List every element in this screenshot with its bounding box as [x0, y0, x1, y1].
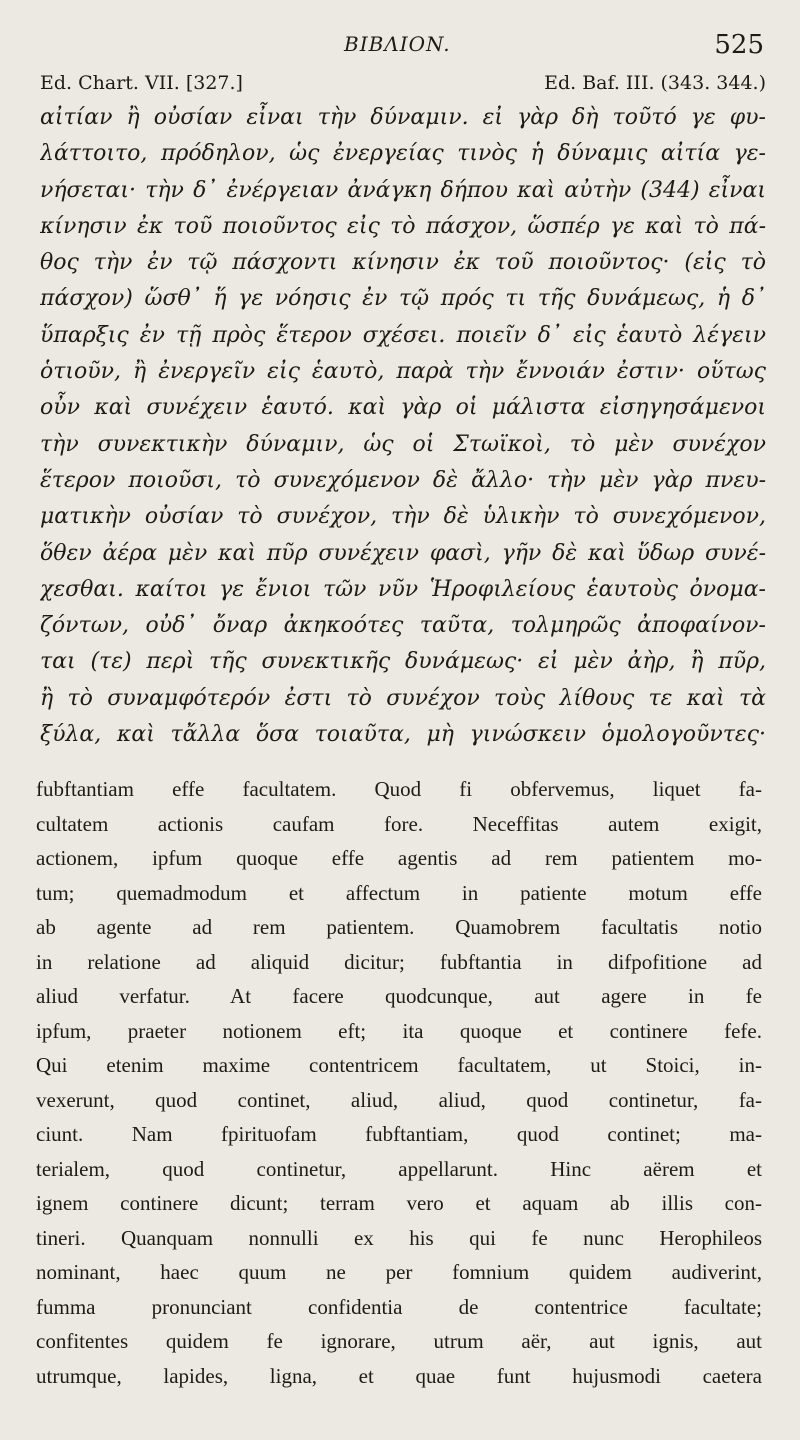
latin-text-line: utrumque, lapides, ligna, et quae funt hujusmodi caetera — [36, 1363, 762, 1388]
greek-text-line: ὕπαρξις ἐν τῇ πρὸς ἕτερον σχέσει. ποιεῖν δ᾽ εἰς ἑαυτὸ λέγειν — [40, 322, 766, 348]
latin-text-line: nominant, haec quum ne per fomnium quidem audiverint, — [36, 1260, 762, 1284]
greek-text-line: αἰτίαν ἢ οὐσίαν εἶναι τὴν δύναμιν. εἰ γὰρ δὴ τοῦτό γε φυ- — [40, 105, 766, 130]
latin-text-line: cultatem actionis caufam fore. Neceffitas autem exigit, — [36, 811, 762, 836]
greek-text-line: θος τὴν ἐν τῷ πάσχοντι κίνησιν ἐκ τοῦ ποιοῦντος· (εἰς τὸ — [40, 250, 766, 276]
latin-text-line: fubftantiam effe facultatem. Quod fi obfervemus, liquet fa- — [36, 777, 762, 801]
greek-text-line: ξύλα, καὶ τἄλλα ὅσα τοιαῦτα, μὴ γινώσκειν ὁμολογοῦντες· — [40, 722, 766, 748]
page-number: 525 — [714, 30, 764, 60]
edition-reference-line — [40, 72, 766, 100]
latin-text-line: terialem, quod continetur, appellarunt. Hinc aërem et — [36, 1156, 762, 1181]
greek-text-line: ἢ τὸ συναμφότερόν ἐστι τὸ συνέχον τοὺς λίθους τε καὶ τὰ — [40, 685, 766, 711]
greek-text-line: κίνησιν ἐκ τοῦ ποιοῦντος εἰς τὸ πάσχον, ὥσπέρ γε καὶ τὸ πά- — [40, 213, 766, 239]
greek-text-line: ὅθεν ἀέρα μὲν καὶ πῦρ συνέχειν φασὶ, γῆν δὲ καὶ ὕδωρ συνέ- — [40, 540, 766, 566]
greek-text-line: οὖν καὶ συνέχειν ἑαυτό. καὶ γὰρ οἱ μάλιστα εἰσηγησάμενοι — [40, 395, 766, 421]
greek-text-line: ματικὴν οὐσίαν τὸ συνέχον, τὴν δὲ ὑλικὴν τὸ συνεχόμενον, — [40, 504, 766, 530]
latin-text-line: tum; quemadmodum et affectum in patiente motum effe — [36, 880, 762, 905]
latin-text-line: confitentes quidem fe ignorare, utrum aër, aut ignis, aut — [36, 1329, 762, 1353]
latin-text-line: ab agente ad rem patientem. Quamobrem facultatis notio — [36, 915, 762, 939]
running-head — [0, 30, 800, 64]
running-title: BIBΛION. — [344, 32, 451, 56]
latin-text-line: ignem continere dicunt; terram vero et aquam ab illis con- — [36, 1191, 762, 1215]
edition-chart-reference: Ed. Chart. VII. [327.] — [40, 72, 243, 94]
edition-basel-reference: Ed. Baf. III. (343. 344.) — [544, 72, 766, 94]
greek-text-line: λάττοιτο, πρόδηλον, ὡς ἐνεργείας τινὸς ἡ δύναμις αἰτία γε- — [40, 141, 766, 167]
greek-text-line: ται (τε) περὶ τῆς συνεκτικῆς δυνάμεως· εἰ μὲν ἀὴρ, ἢ πῦρ, — [40, 649, 766, 675]
latin-text-line: fumma pronunciant confidentia de contentrice facultate; — [36, 1294, 762, 1319]
greek-text-line: πάσχον) ὥσθ᾽ ἥ γε νόησις ἐν τῷ πρός τι τῆς δυνάμεως, ἡ δ᾽ — [40, 286, 766, 312]
latin-text-line: ipfum, praeter notionem eft; ita quoque et continere fefe. — [36, 1018, 762, 1043]
latin-text-line: ciunt. Nam fpirituofam fubftantiam, quod continet; ma- — [36, 1122, 762, 1146]
latin-text-line: actionem, ipfum quoque effe agentis ad rem patientem mo- — [36, 846, 762, 870]
greek-text-line: τὴν συνεκτικὴν δύναμιν, ὡς οἱ Στωϊκοὶ, τὸ μὲν συνέχον — [40, 431, 766, 457]
latin-text-line: in relatione ad aliquid dicitur; fubftantia in difpofitione ad — [36, 949, 762, 974]
latin-translation-block — [36, 772, 762, 1393]
greek-text-line: χεσθαι. καίτοι γε ἔνιοι τῶν νῦν Ἡροφιλείους ἑαυτοὺς ὀνομα- — [40, 576, 766, 602]
greek-text-line: ὁτιοῦν, ἢ ἐνεργεῖν εἰς ἑαυτὸ, παρὰ τὴν ἔννοιάν ἐστιν· οὕτως — [40, 359, 766, 385]
latin-text-line: vexerunt, quod continet, aliud, aliud, quod continetur, fa- — [36, 1087, 762, 1112]
latin-text-line: aliud verfatur. At facere quodcunque, aut agere in fe — [36, 984, 762, 1008]
greek-text-line: ἕτερον ποιοῦσι, τὸ συνεχόμενον δὲ ἄλλο· τὴν μὲν γὰρ πνευ- — [40, 467, 766, 493]
latin-text-line: Qui etenim maxime contentricem facultatem, ut Stoici, in- — [36, 1053, 762, 1077]
latin-text-line: tineri. Quanquam nonnulli ex his qui fe nunc Herophileos — [36, 1225, 762, 1250]
greek-text-line: ζόντων, οὐδ᾽ ὄναρ ἀκηκοότες ταῦτα, τολμηρῶς ἀποφαίνον- — [40, 613, 766, 639]
greek-text-block — [40, 100, 766, 753]
greek-text-line: νήσεται· τὴν δ᾽ ἐνέργειαν ἀνάγκη δήπου καὶ αὐτὴν (344) εἶναι — [40, 177, 766, 203]
